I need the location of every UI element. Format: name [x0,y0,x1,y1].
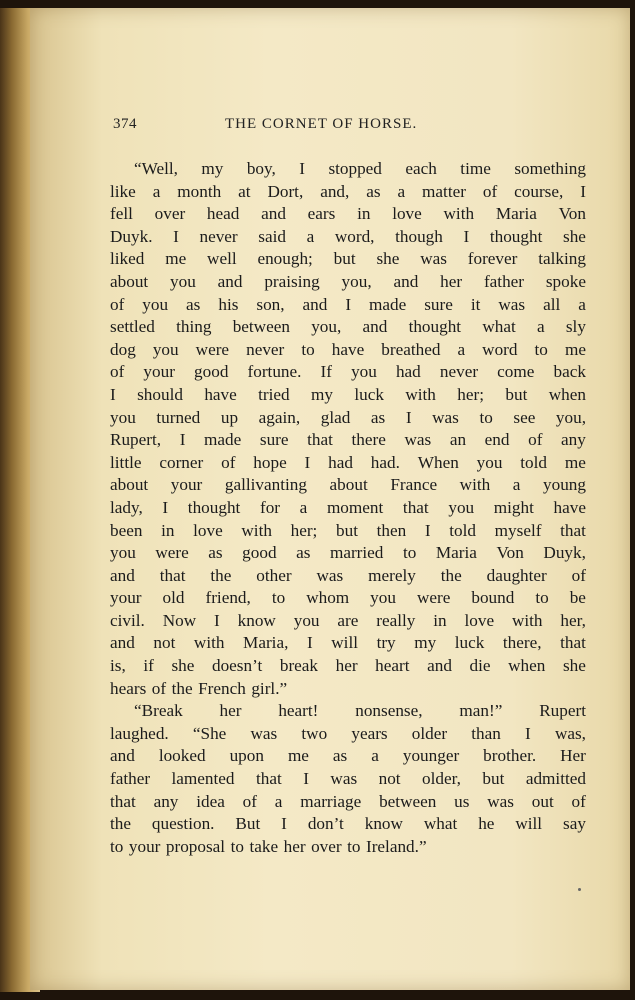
text-line: of your good fortune. If you had never come back [110,362,586,382]
text-line: to your proposal to take her over to Ireland.” [110,836,427,856]
text-line: settled thing between you, and thought what a sly [110,317,586,337]
text-line: and not with Maria, I will try my luck there, that [110,633,586,653]
text-line: fell over head and ears in love with Maria Von [110,204,586,224]
text-line: and looked upon me as a younger brother. Her [110,746,586,766]
text-line: I should have tried my luck with her; but when [110,384,586,404]
text-line: about your gallivanting about France with a young [110,475,586,495]
text-line: about you and praising you, and her father spoke [110,271,586,291]
text-line: been in love with her; but then I told myself that [110,520,586,540]
text-line: hears of the French girl.” [110,678,288,698]
text-line: “Well, my boy, I stopped each time something [134,159,586,178]
body-text [110,158,586,858]
text-line: dog you were never to have breathed a word to me [110,339,586,359]
text-line: “Break her heart! nonsense, man!” Rupert [134,701,586,721]
text-line: of you as his son, and I made sure it was all a [110,294,586,314]
text-line: is, if she doesn’t break her heart and die when she [110,656,586,676]
text-line: little corner of hope I had had. When you told me [110,452,586,472]
text-line: you were as good as married to Maria Von Duyk, [110,543,586,563]
text-line: father lamented that I was not older, but admitted [110,769,586,789]
text-line: that any idea of a marriage between us was out of [110,791,586,811]
print-speck [578,888,581,891]
text-line: Rupert, I made sure that there was an end of any [110,430,586,450]
text-line: Duyk. I never said a word, though I thought she [110,226,586,246]
text-line: civil. Now I know you are really in love with her, [110,610,586,630]
text-line: like a month at Dort, and, as a matter of course, I [110,181,586,201]
text-line: liked me well enough; but she was forever talking [110,249,586,269]
page-number: 374 [113,116,137,132]
text-line: laughed. “She was two years older than I was, [110,723,586,743]
text-line: and that the other was merely the daughter of [110,565,586,585]
text-line: the question. But I don’t know what he will say [110,814,586,834]
running-title: THE CORNET OF HORSE. [225,116,418,132]
text-line: lady, I thought for a moment that you might have [110,497,586,517]
page-header [113,116,583,138]
text-line: your old friend, to whom you were bound to be [110,588,586,608]
text-line: you turned up again, glad as I was to see you, [110,407,586,427]
